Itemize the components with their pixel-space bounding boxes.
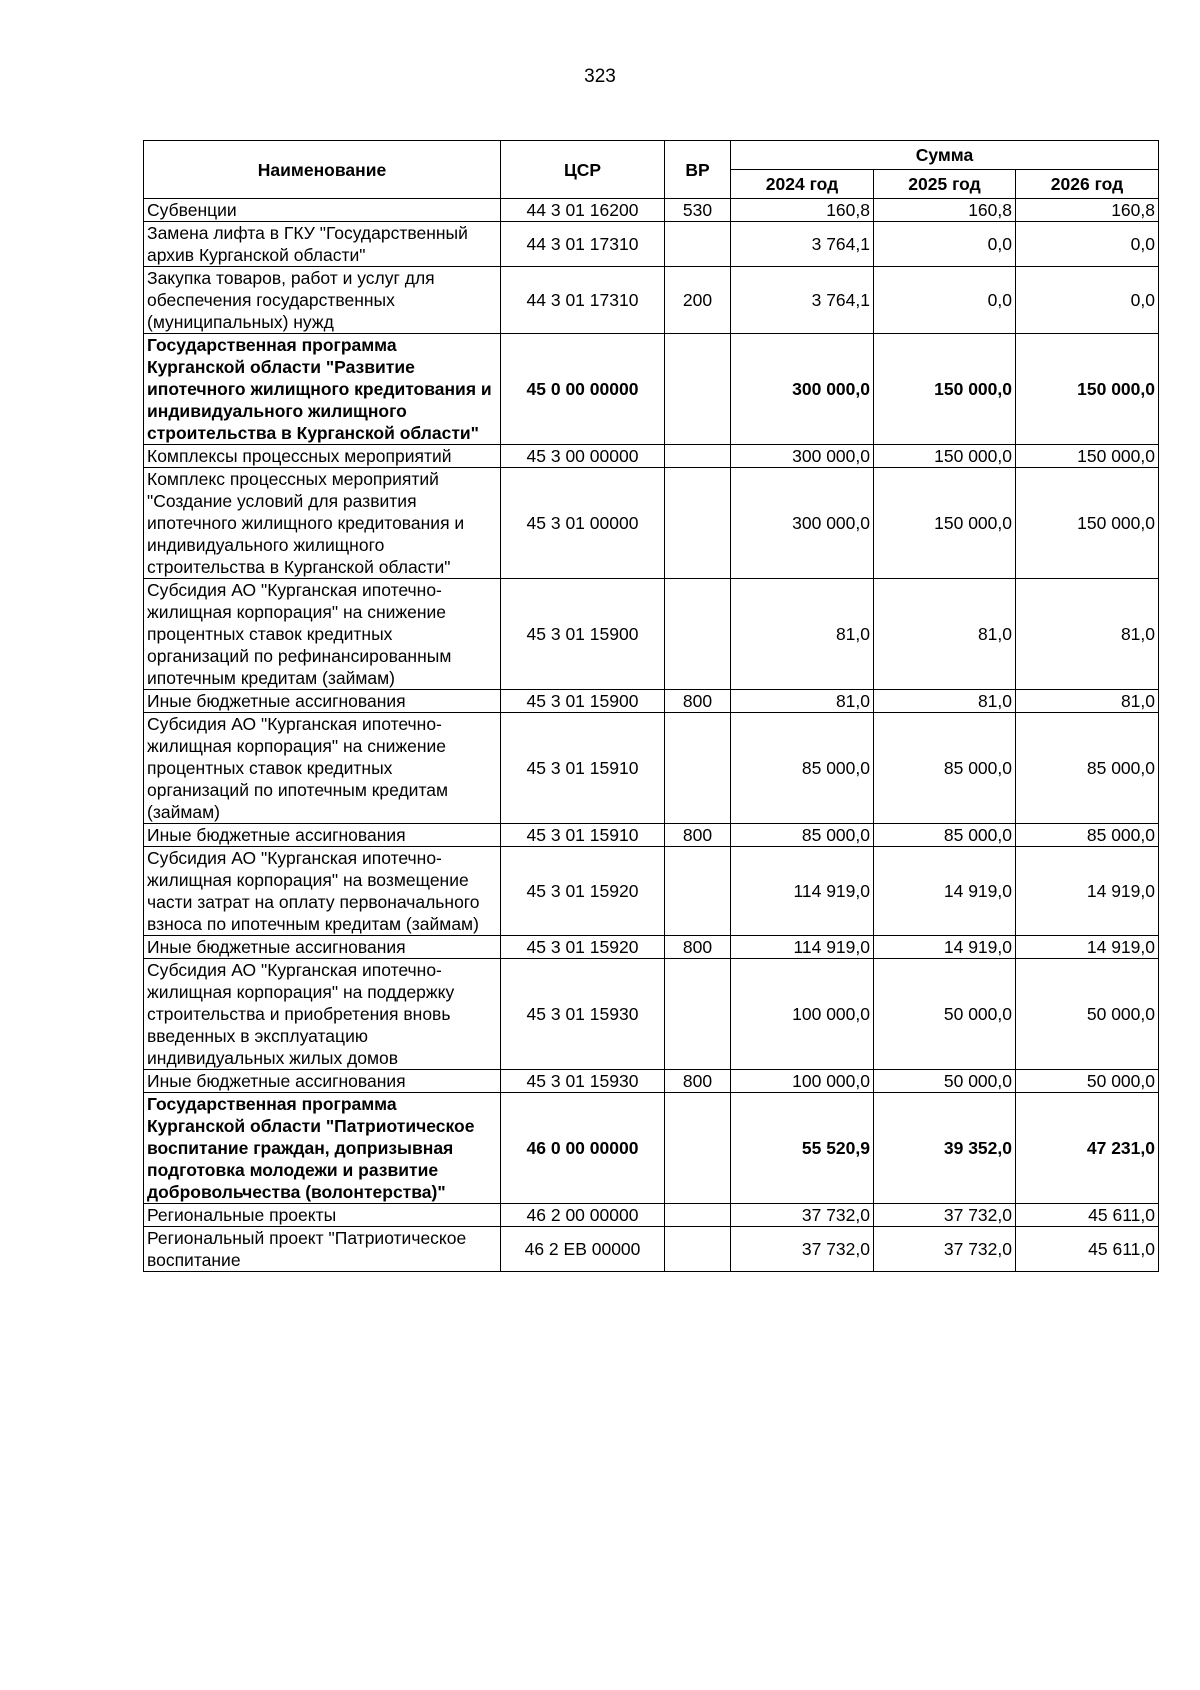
header-vr: ВР [665, 141, 731, 199]
row-amount-2026: 50 000,0 [1016, 959, 1159, 1070]
table-row [144, 579, 1159, 690]
row-amount-2024: 37 732,0 [731, 1227, 874, 1272]
row-amount-2024: 114 919,0 [731, 936, 874, 959]
row-amount-2024: 300 000,0 [731, 445, 874, 468]
row-amount-2024: 55 520,9 [731, 1093, 874, 1204]
row-vr [665, 713, 731, 824]
row-name: Региональный проект "Патриотическое воспитание [144, 1227, 501, 1272]
row-amount-2024: 160,8 [731, 199, 874, 222]
row-amount-2026: 85 000,0 [1016, 713, 1159, 824]
row-amount-2024: 300 000,0 [731, 468, 874, 579]
row-vr [665, 579, 731, 690]
row-name: Иные бюджетные ассигнования [144, 690, 501, 713]
row-vr: 800 [665, 1070, 731, 1093]
row-csr: 45 3 01 00000 [501, 468, 665, 579]
row-vr [665, 445, 731, 468]
row-amount-2026: 50 000,0 [1016, 1070, 1159, 1093]
row-amount-2026: 0,0 [1016, 267, 1159, 334]
table-row [144, 690, 1159, 713]
row-csr: 45 3 01 15920 [501, 936, 665, 959]
row-amount-2025: 150 000,0 [874, 468, 1016, 579]
row-amount-2024: 81,0 [731, 579, 874, 690]
row-csr: 45 3 01 15920 [501, 847, 665, 936]
row-amount-2026: 81,0 [1016, 690, 1159, 713]
table-header [144, 141, 1159, 199]
header-year-2025: 2025 год [874, 170, 1016, 199]
header-sum: Сумма [731, 141, 1159, 170]
row-name: Субсидия АО "Курганская ипотечно-жилищная корпорация" на возмещение части затрат на оплату первоначального взноса по ипотечным кредитам (займам) [144, 847, 501, 936]
row-vr [665, 959, 731, 1070]
row-name: Субсидия АО "Курганская ипотечно-жилищная корпорация" на снижение процентных ставок кредитных организаций по рефинансированным ипотечным кредитам (займам) [144, 579, 501, 690]
row-amount-2026: 85 000,0 [1016, 824, 1159, 847]
row-vr: 800 [665, 824, 731, 847]
row-amount-2025: 0,0 [874, 267, 1016, 334]
row-csr: 44 3 01 17310 [501, 267, 665, 334]
row-csr: 45 3 01 15930 [501, 959, 665, 1070]
row-csr: 44 3 01 16200 [501, 199, 665, 222]
row-csr: 45 0 00 00000 [501, 334, 665, 445]
row-amount-2026: 81,0 [1016, 579, 1159, 690]
row-vr: 800 [665, 690, 731, 713]
row-amount-2024: 37 732,0 [731, 1204, 874, 1227]
row-name: Закупка товаров, работ и услуг для обеспечения государственных (муниципальных) нужд [144, 267, 501, 334]
table-row [144, 713, 1159, 824]
row-amount-2024: 300 000,0 [731, 334, 874, 445]
row-name: Государственная программа Курганской области "Патриотическое воспитание граждан, допризывная подготовка молодежи и развитие добровольчества (волонтерства)" [144, 1093, 501, 1204]
row-amount-2024: 3 764,1 [731, 267, 874, 334]
header-name: Наименование [144, 141, 501, 199]
row-vr: 200 [665, 267, 731, 334]
row-amount-2026: 14 919,0 [1016, 847, 1159, 936]
row-amount-2024: 114 919,0 [731, 847, 874, 936]
table-row [144, 824, 1159, 847]
table-row [144, 445, 1159, 468]
row-amount-2026: 45 611,0 [1016, 1204, 1159, 1227]
row-amount-2025: 150 000,0 [874, 334, 1016, 445]
table-row [144, 959, 1159, 1070]
header-year-2024: 2024 год [731, 170, 874, 199]
header-csr: ЦСР [501, 141, 665, 199]
row-amount-2025: 14 919,0 [874, 936, 1016, 959]
row-amount-2025: 85 000,0 [874, 824, 1016, 847]
row-csr: 46 0 00 00000 [501, 1093, 665, 1204]
table-row [144, 334, 1159, 445]
row-name: Субсидия АО "Курганская ипотечно-жилищная корпорация" на поддержку строительства и приобретения вновь введенных в эксплуатацию индивидуальных жилых домов [144, 959, 501, 1070]
row-vr [665, 222, 731, 267]
row-amount-2025: 39 352,0 [874, 1093, 1016, 1204]
row-name: Замена лифта в ГКУ "Государственный архив Курганской области" [144, 222, 501, 267]
table-row [144, 468, 1159, 579]
row-amount-2025: 81,0 [874, 690, 1016, 713]
row-amount-2026: 0,0 [1016, 222, 1159, 267]
row-amount-2025: 37 732,0 [874, 1204, 1016, 1227]
row-vr [665, 468, 731, 579]
row-amount-2025: 50 000,0 [874, 1070, 1016, 1093]
header-year-2026: 2026 год [1016, 170, 1159, 199]
row-csr: 45 3 00 00000 [501, 445, 665, 468]
row-vr [665, 1204, 731, 1227]
table-row [144, 1204, 1159, 1227]
table-row [144, 1093, 1159, 1204]
row-amount-2025: 50 000,0 [874, 959, 1016, 1070]
row-amount-2024: 85 000,0 [731, 713, 874, 824]
row-amount-2025: 160,8 [874, 199, 1016, 222]
row-vr [665, 1093, 731, 1204]
row-name: Региональные проекты [144, 1204, 501, 1227]
row-vr: 800 [665, 936, 731, 959]
row-csr: 46 2 ЕВ 00000 [501, 1227, 665, 1272]
row-amount-2026: 47 231,0 [1016, 1093, 1159, 1204]
budget-table [143, 140, 1159, 1272]
row-amount-2025: 85 000,0 [874, 713, 1016, 824]
row-name: Иные бюджетные ассигнования [144, 936, 501, 959]
row-name: Комплекс процессных мероприятий "Создание условий для развития ипотечного жилищного кредитования и индивидуального жилищного строительства в Курганской области" [144, 468, 501, 579]
table-body [144, 199, 1159, 1272]
row-amount-2025: 150 000,0 [874, 445, 1016, 468]
row-amount-2026: 150 000,0 [1016, 334, 1159, 445]
row-csr: 45 3 01 15900 [501, 690, 665, 713]
table-row [144, 936, 1159, 959]
page-number: 323 [584, 66, 616, 87]
table-row [144, 1070, 1159, 1093]
row-name: Государственная программа Курганской области "Развитие ипотечного жилищного кредитования и индивидуального жилищного строительства в Курганской области" [144, 334, 501, 445]
row-name: Субсидия АО "Курганская ипотечно-жилищная корпорация" на снижение процентных ставок кредитных организаций по ипотечным кредитам (займам) [144, 713, 501, 824]
row-csr: 45 3 01 15930 [501, 1070, 665, 1093]
row-amount-2024: 100 000,0 [731, 1070, 874, 1093]
row-csr: 45 3 01 15900 [501, 579, 665, 690]
row-name: Комплексы процессных мероприятий [144, 445, 501, 468]
row-amount-2026: 14 919,0 [1016, 936, 1159, 959]
row-amount-2026: 150 000,0 [1016, 468, 1159, 579]
row-vr [665, 334, 731, 445]
row-csr: 45 3 01 15910 [501, 824, 665, 847]
row-amount-2026: 45 611,0 [1016, 1227, 1159, 1272]
row-name: Иные бюджетные ассигнования [144, 824, 501, 847]
table-row [144, 847, 1159, 936]
row-vr [665, 847, 731, 936]
row-amount-2024: 81,0 [731, 690, 874, 713]
row-amount-2025: 14 919,0 [874, 847, 1016, 936]
row-csr: 45 3 01 15910 [501, 713, 665, 824]
row-name: Иные бюджетные ассигнования [144, 1070, 501, 1093]
table-row [144, 222, 1159, 267]
row-amount-2024: 85 000,0 [731, 824, 874, 847]
row-amount-2025: 81,0 [874, 579, 1016, 690]
row-name: Субвенции [144, 199, 501, 222]
table-row [144, 199, 1159, 222]
table-row [144, 1227, 1159, 1272]
row-amount-2024: 3 764,1 [731, 222, 874, 267]
row-amount-2025: 37 732,0 [874, 1227, 1016, 1272]
row-amount-2025: 0,0 [874, 222, 1016, 267]
row-csr: 44 3 01 17310 [501, 222, 665, 267]
row-amount-2026: 160,8 [1016, 199, 1159, 222]
row-amount-2024: 100 000,0 [731, 959, 874, 1070]
row-amount-2026: 150 000,0 [1016, 445, 1159, 468]
table-row [144, 267, 1159, 334]
row-vr [665, 1227, 731, 1272]
row-vr: 530 [665, 199, 731, 222]
row-csr: 46 2 00 00000 [501, 1204, 665, 1227]
